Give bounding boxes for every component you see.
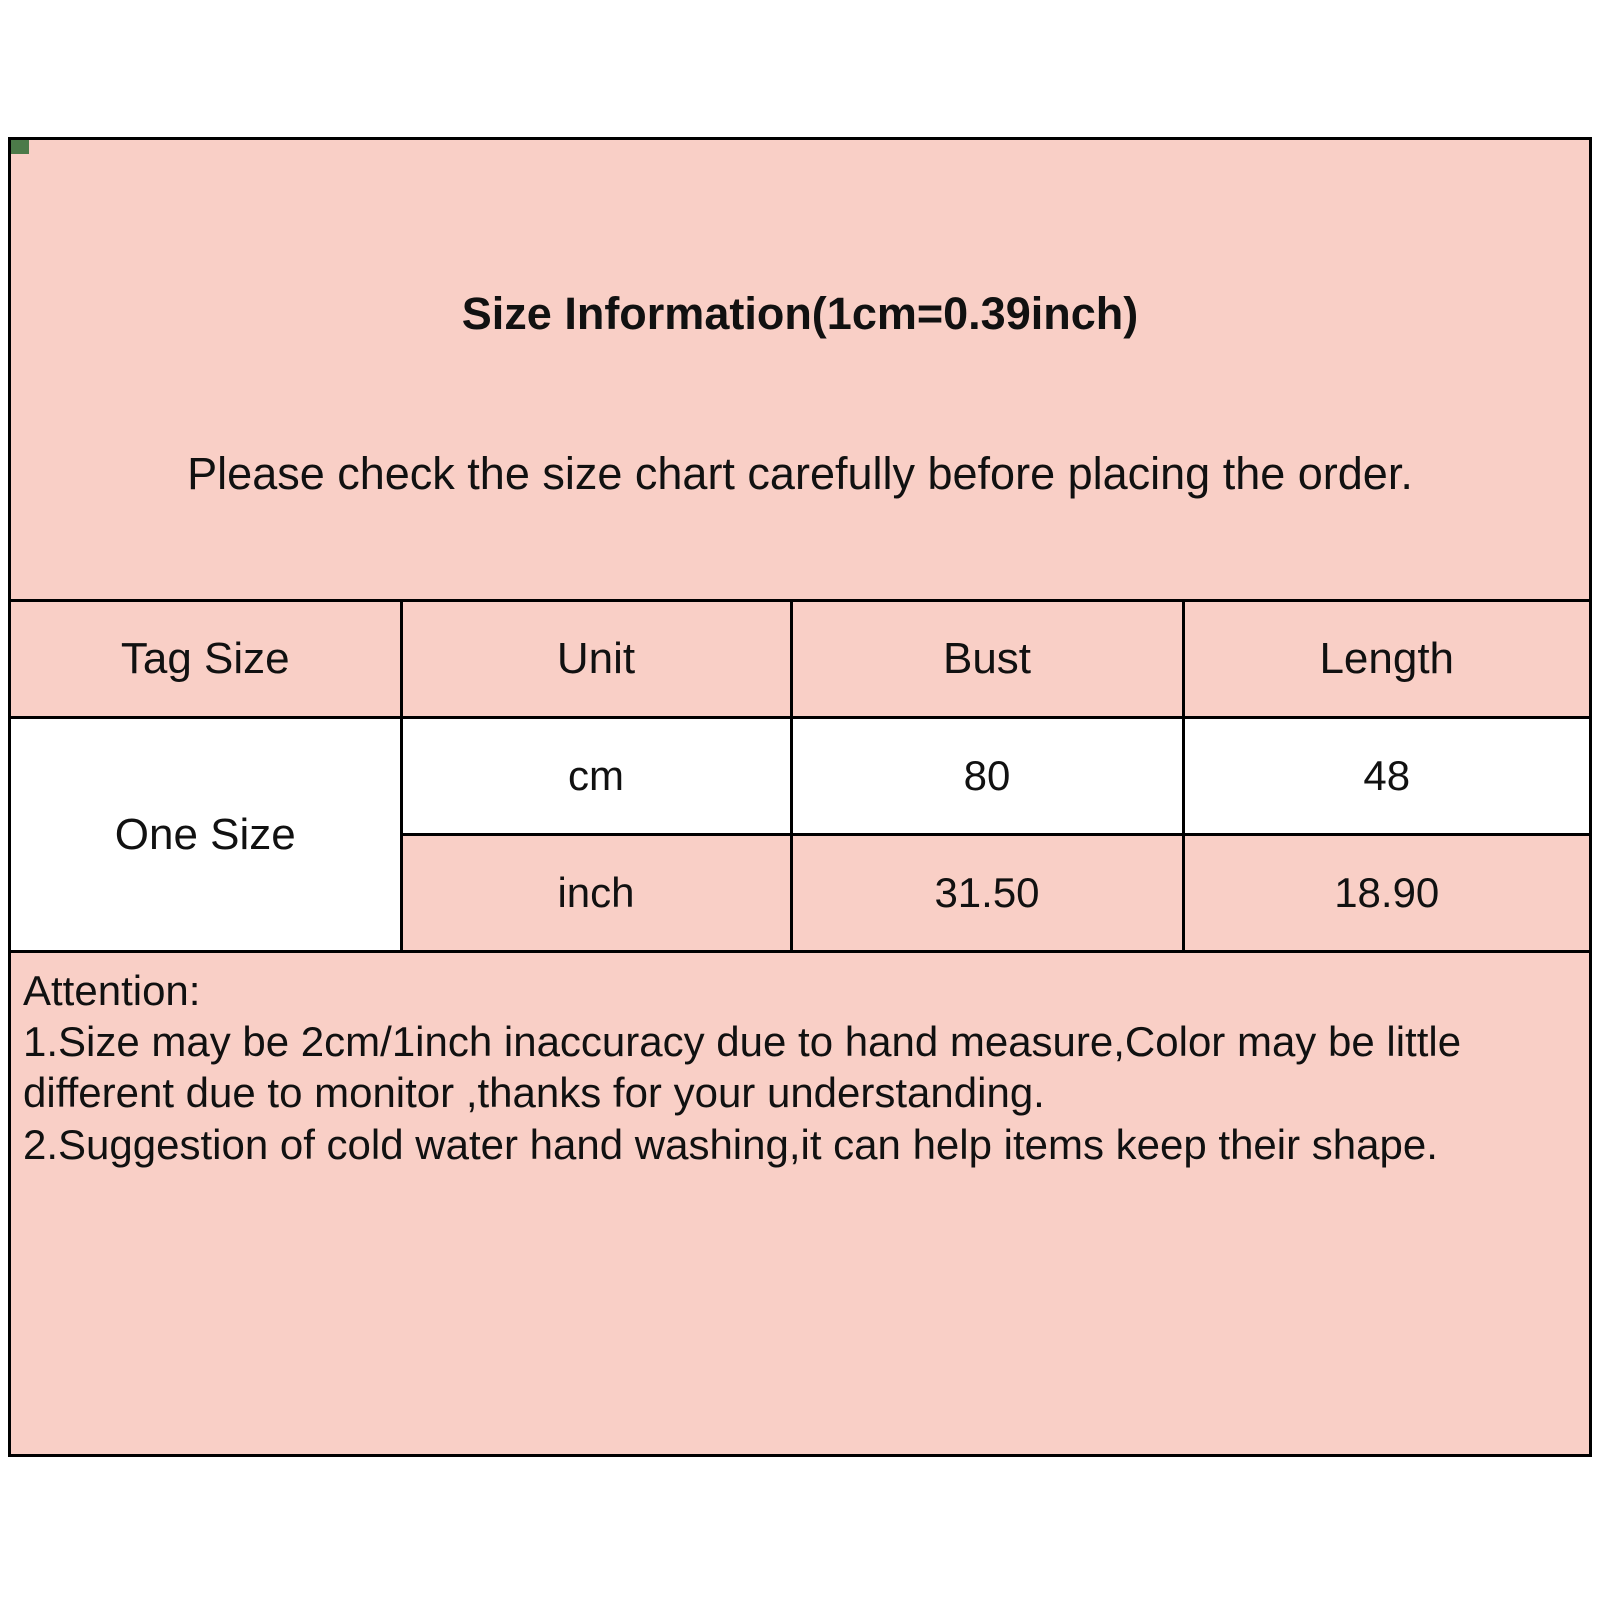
size-chart-subtitle: Please check the size chart carefully before placing the order. — [187, 448, 1413, 499]
attention-block — [11, 953, 1589, 1170]
page-title: Size Information(1cm=0.39inch) — [461, 288, 1139, 339]
cell-unit-cm: cm — [401, 718, 791, 835]
size-chart-card — [8, 137, 1592, 1457]
size-chart-header — [11, 140, 1589, 602]
cell-length-cm: 48 — [1183, 718, 1589, 835]
column-header-bust: Bust — [791, 602, 1183, 718]
cell-bust-cm: 80 — [791, 718, 1183, 835]
column-header-tag-size: Tag Size — [11, 602, 401, 718]
table-row — [11, 718, 1589, 835]
cell-tag-size: One Size — [11, 718, 401, 952]
column-header-length: Length — [1183, 602, 1589, 718]
cell-bust-inch: 31.50 — [791, 835, 1183, 952]
cell-unit-inch: inch — [401, 835, 791, 952]
attention-heading: Attention: — [23, 967, 201, 1014]
table-header-row — [11, 602, 1589, 718]
cell-length-inch: 18.90 — [1183, 835, 1589, 952]
attention-line-1: 1.Size may be 2cm/1inch inaccuracy due to hand measure,Color may be little different due to monitor ,thanks for your understanding. — [23, 1018, 1473, 1117]
attention-line-2: 2.Suggestion of cold water hand washing,it can help items keep their shape. — [23, 1120, 1438, 1168]
size-table — [11, 602, 1589, 953]
column-header-unit: Unit — [401, 602, 791, 718]
